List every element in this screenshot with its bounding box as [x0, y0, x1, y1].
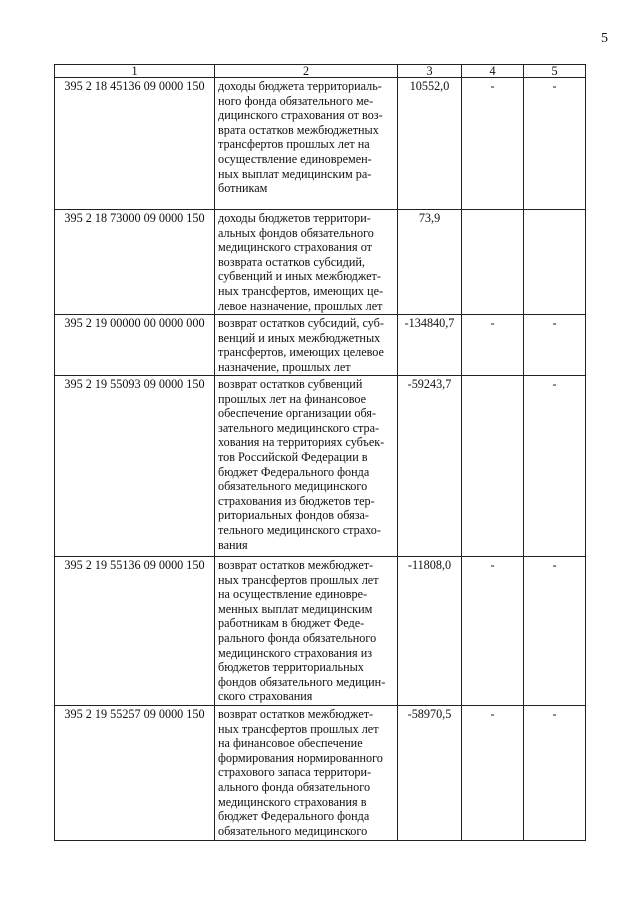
page-number: 5	[601, 31, 608, 46]
col5-cell: -	[524, 376, 586, 557]
column-header-1: 1	[55, 65, 215, 78]
description-cell: возврат остатков межбюджет- ных трансфертов прошлых лет на осуществление единовре- менных выплат медицинским работникам в бюджет Феде- рального фонда обязательного медицинского страхования из бюджетов территориальных фондов обязательного медицин- ского страхования	[215, 557, 398, 706]
column-header-5: 5	[524, 65, 586, 78]
budget-code-cell: 395 2 19 55093 09 0000 150	[55, 376, 215, 557]
column-header-4: 4	[462, 65, 524, 78]
col5-cell	[524, 210, 586, 315]
description-cell: доходы бюджета территориаль- ного фонда обязательного ме- дицинского страхования от воз- врата остатков межбюджетных трансфертов прошлых лет на осуществление единовремен- ных выплат медицинским ра- ботникам	[215, 78, 398, 210]
budget-code-cell: 395 2 19 55257 09 0000 150	[55, 706, 215, 841]
col4-cell: -	[462, 557, 524, 706]
budget-code-cell: 395 2 19 00000 00 0000 000	[55, 315, 215, 376]
amount-cell: 73,9	[398, 210, 462, 315]
budget-code-cell: 395 2 18 73000 09 0000 150	[55, 210, 215, 315]
table-row	[55, 706, 586, 841]
description-cell: возврат остатков межбюджет- ных трансфертов прошлых лет на финансовое обеспечение формирования нормированного страхового запаса территори- ального фонда обязательного медицинского страхования в бюджет Федерального фонда обязательного медицинского	[215, 706, 398, 841]
description-cell: возврат остатков субсидий, суб- венций и иных межбюджетных трансфертов, имеющих целевое назначение, прошлых лет	[215, 315, 398, 376]
col4-cell: -	[462, 315, 524, 376]
col5-cell: -	[524, 706, 586, 841]
col4-cell	[462, 210, 524, 315]
amount-cell: -58970,5	[398, 706, 462, 841]
amount-cell: -11808,0	[398, 557, 462, 706]
col5-cell: -	[524, 315, 586, 376]
table-row	[55, 210, 586, 315]
description-cell: возврат остатков субвенций прошлых лет на финансовое обеспечение организации обя- зательного медицинского стра- хования на территориях субъек- тов Российской Федерации в бюджет Федерального фонда обязательного медицинского страхования из бюджетов тер- риториальных фондов обяза- тельного медицинского страхо- вания	[215, 376, 398, 557]
table-row	[55, 376, 586, 557]
budget-table	[54, 64, 586, 841]
header-row	[55, 65, 586, 78]
table-row	[55, 557, 586, 706]
amount-cell: 10552,0	[398, 78, 462, 210]
table-row	[55, 78, 586, 210]
column-header-3: 3	[398, 65, 462, 78]
budget-code-cell: 395 2 18 45136 09 0000 150	[55, 78, 215, 210]
col4-cell	[462, 376, 524, 557]
col4-cell: -	[462, 78, 524, 210]
budget-code-cell: 395 2 19 55136 09 0000 150	[55, 557, 215, 706]
table-row	[55, 315, 586, 376]
amount-cell: -59243,7	[398, 376, 462, 557]
col4-cell: -	[462, 706, 524, 841]
col5-cell: -	[524, 557, 586, 706]
description-cell: доходы бюджетов территори- альных фондов обязательного медицинского страхования от возврата остатков субсидий, субвенций и иных межбюджет- ных трансфертов, имеющих це- левое назначение, прошлых лет	[215, 210, 398, 315]
column-header-2: 2	[215, 65, 398, 78]
amount-cell: -134840,7	[398, 315, 462, 376]
col5-cell: -	[524, 78, 586, 210]
